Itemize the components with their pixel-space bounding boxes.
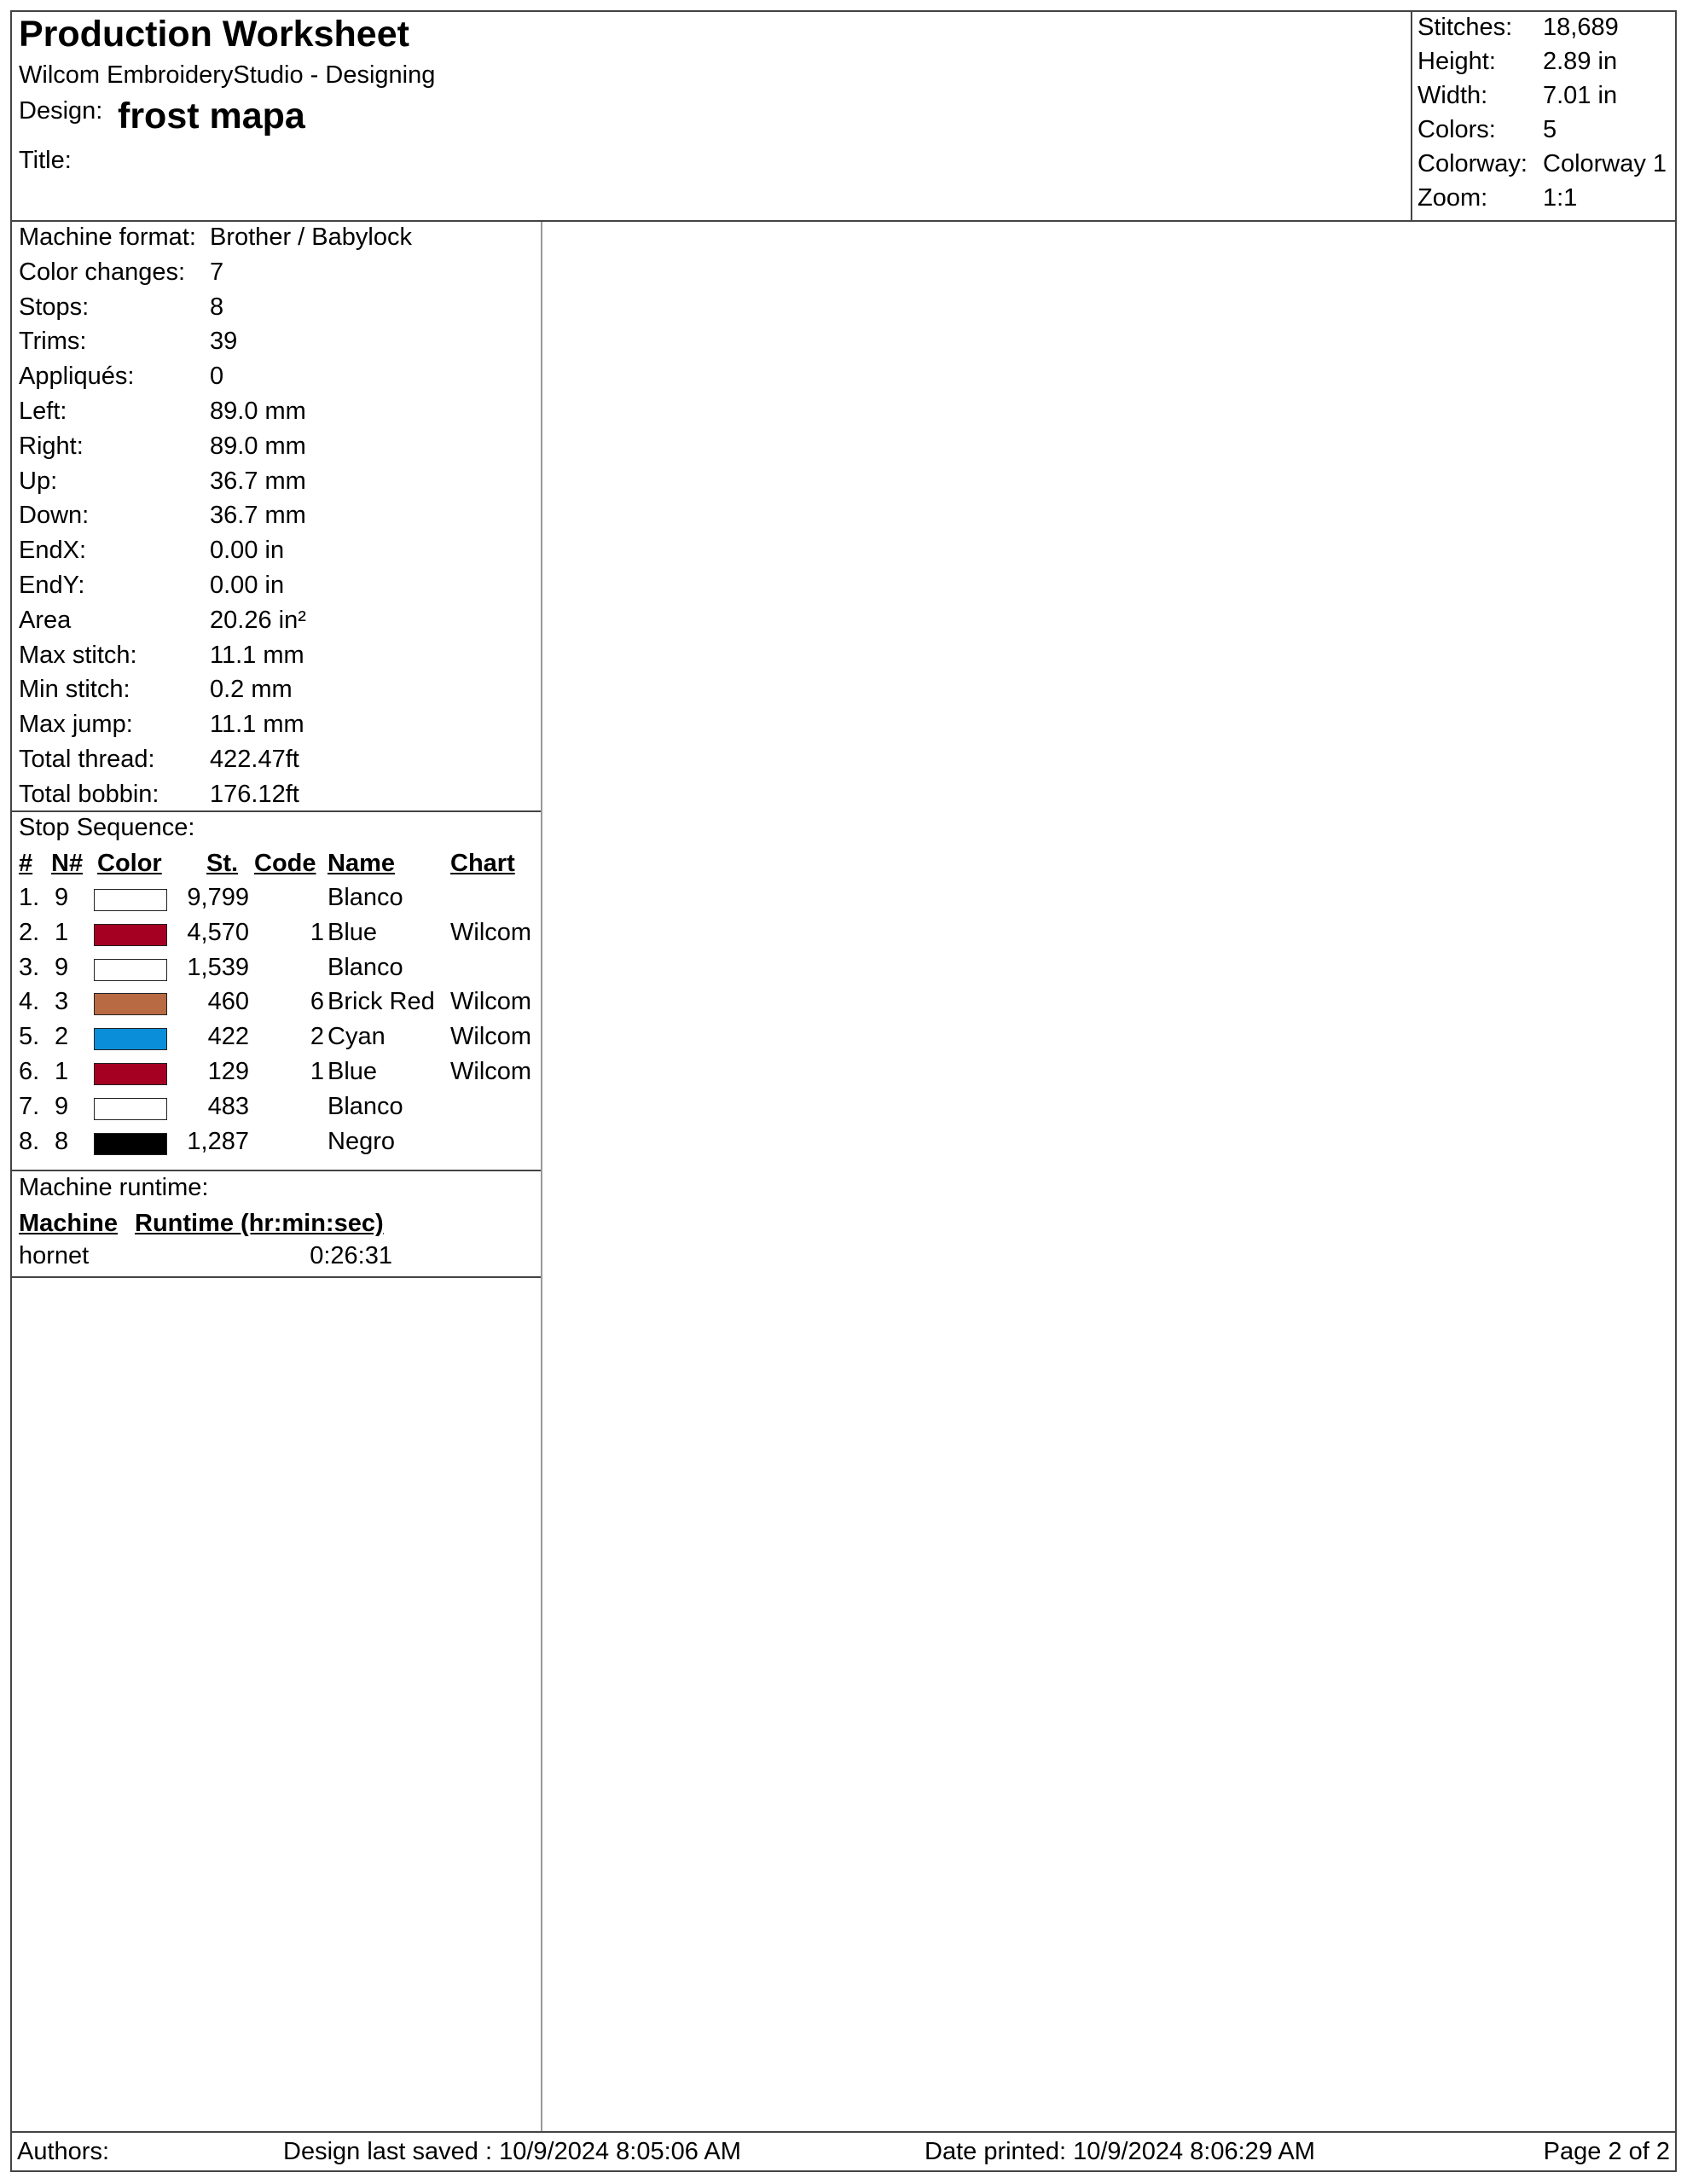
- property-value: 36.7 mm: [210, 502, 306, 530]
- stat-value: 18,689: [1543, 14, 1619, 41]
- stop-chart: Wilcom: [450, 1058, 532, 1085]
- stat-colors: [1412, 116, 1677, 150]
- color-swatch: [94, 993, 167, 1015]
- stat-value: 2.89 in: [1543, 48, 1618, 75]
- worksheet-footer: [12, 2131, 1675, 2172]
- stop-thread-name: Cyan: [328, 1023, 386, 1051]
- stop-thread-name: Blanco: [328, 1092, 403, 1120]
- color-swatch: [94, 889, 167, 911]
- stat-stitches: [1412, 14, 1677, 48]
- section-divider: [12, 1276, 541, 1278]
- col-header-machine: Machine: [19, 1210, 119, 1237]
- property-row: [12, 642, 541, 676]
- stat-label: Colors:: [1417, 116, 1496, 143]
- col-header-color: Color: [97, 850, 162, 877]
- stop-number: 3.: [19, 953, 40, 981]
- worksheet-header: [12, 12, 1675, 222]
- stop-needle: 1: [55, 1058, 69, 1085]
- property-value: 422.47ft: [210, 746, 299, 773]
- stop-stitches: 460: [207, 988, 249, 1016]
- stat-label: Stitches:: [1417, 14, 1513, 41]
- property-label: Left:: [19, 398, 67, 425]
- stop-number: 1.: [19, 884, 40, 911]
- property-label: Down:: [19, 502, 90, 530]
- stop-stitches: 4,570: [187, 918, 249, 946]
- property-row: [12, 328, 541, 362]
- property-label: Total bobbin:: [19, 780, 159, 808]
- stop-thread-name: Brick Red: [328, 988, 435, 1016]
- stat-width: [1412, 82, 1677, 116]
- property-label: Machine format:: [19, 224, 196, 251]
- property-value: 0.2 mm: [210, 676, 293, 704]
- column-divider: [541, 222, 542, 2131]
- color-swatch: [94, 1063, 167, 1085]
- property-row: [12, 711, 541, 745]
- stop-thread-name: Blue: [328, 1058, 378, 1085]
- property-value: 7: [210, 258, 224, 286]
- color-swatch: [94, 924, 167, 946]
- design-stats-panel: [1411, 12, 1677, 220]
- section-divider: [12, 1170, 541, 1171]
- title-label: Title:: [19, 147, 72, 174]
- stop-chart: Wilcom: [450, 988, 532, 1016]
- design-name: frost mapa: [118, 96, 305, 136]
- stop-stitches: 483: [207, 1092, 249, 1120]
- runtime-machine: hornet: [19, 1242, 90, 1269]
- property-value: 89.0 mm: [210, 432, 306, 460]
- property-label: EndY:: [19, 572, 85, 599]
- stat-zoom: [1412, 184, 1677, 218]
- property-row: [12, 224, 541, 258]
- stop-needle: 2: [55, 1023, 69, 1051]
- stat-value: 1:1: [1543, 184, 1578, 212]
- color-swatch: [94, 1133, 167, 1155]
- stop-thread-name: Negro: [328, 1127, 395, 1155]
- stop-needle: 3: [55, 988, 69, 1016]
- stop-thread-name: Blue: [328, 918, 378, 946]
- property-row: [12, 607, 541, 641]
- property-label: Color changes:: [19, 258, 186, 286]
- color-swatch: [94, 959, 167, 981]
- property-label: Up:: [19, 467, 58, 495]
- property-label: Total thread:: [19, 746, 155, 773]
- stop-needle: 9: [55, 1092, 69, 1120]
- stat-label: Width:: [1417, 82, 1488, 109]
- col-header-name: Name: [328, 850, 395, 877]
- property-label: Stops:: [19, 293, 90, 321]
- stat-value: 5: [1543, 116, 1557, 143]
- stop-code: 2: [310, 1023, 324, 1051]
- footer-authors: Authors:: [17, 2138, 109, 2165]
- stop-chart: Wilcom: [450, 918, 532, 946]
- stop-stitches: 1,539: [187, 953, 249, 981]
- property-row: [12, 502, 541, 536]
- property-row: [12, 363, 541, 397]
- property-label: Appliqués:: [19, 363, 135, 391]
- worksheet-page: [10, 10, 1677, 2172]
- stop-number: 2.: [19, 918, 40, 946]
- footer-date-printed: Date printed: 10/9/2024 8:06:29 AM: [925, 2138, 1315, 2165]
- col-header-chart: Chart: [450, 850, 515, 877]
- stop-chart: Wilcom: [450, 1023, 532, 1051]
- property-value: 36.7 mm: [210, 467, 306, 495]
- property-value: 89.0 mm: [210, 398, 306, 425]
- col-header-number: #: [19, 850, 33, 877]
- stop-thread-name: Blanco: [328, 953, 403, 981]
- stop-code: 1: [310, 918, 324, 946]
- runtime-value: 0:26:31: [310, 1242, 392, 1269]
- property-row: [12, 293, 541, 328]
- stop-needle: 9: [55, 884, 69, 911]
- machine-runtime-label: Machine runtime:: [19, 1174, 209, 1201]
- property-row: [12, 537, 541, 571]
- stop-number: 4.: [19, 988, 40, 1016]
- stop-needle: 9: [55, 953, 69, 981]
- stat-colorway: [1412, 150, 1677, 184]
- color-swatch: [94, 1098, 167, 1120]
- property-value: Brother / Babylock: [210, 224, 412, 251]
- stat-label: Height:: [1417, 48, 1496, 75]
- property-row: [12, 746, 541, 780]
- col-header-needle: N#: [51, 850, 84, 877]
- app-name: Wilcom EmbroideryStudio - Designing: [19, 61, 436, 89]
- property-label: EndX:: [19, 537, 86, 565]
- property-value: 0.00 in: [210, 537, 285, 565]
- property-row: [12, 676, 541, 710]
- property-value: 8: [210, 293, 224, 321]
- col-header-code: Code: [254, 850, 316, 877]
- stat-height: [1412, 48, 1677, 82]
- stop-stitches: 9,799: [187, 884, 249, 911]
- stop-stitches: 1,287: [187, 1127, 249, 1155]
- property-value: 20.26 in²: [210, 606, 306, 634]
- property-row: [12, 398, 541, 432]
- stop-number: 8.: [19, 1127, 40, 1155]
- property-label: Area: [19, 606, 72, 634]
- property-value: 39: [210, 328, 238, 356]
- stop-code: 6: [310, 988, 324, 1016]
- property-row: [12, 468, 541, 502]
- property-label: Trims:: [19, 328, 87, 356]
- property-value: 176.12ft: [210, 780, 299, 808]
- col-header-runtime: Runtime (hr:min:sec): [135, 1210, 384, 1237]
- property-value: 0.00 in: [210, 572, 285, 599]
- property-label: Max jump:: [19, 711, 133, 739]
- stat-value: 7.01 in: [1543, 82, 1618, 109]
- color-swatch: [94, 1028, 167, 1050]
- property-value: 11.1 mm: [210, 711, 304, 739]
- property-row: [12, 433, 541, 467]
- design-label: Design:: [19, 97, 103, 125]
- stop-stitches: 129: [207, 1058, 249, 1085]
- stat-label: Colorway:: [1417, 150, 1528, 177]
- property-row: [12, 572, 541, 606]
- property-value: 11.1 mm: [210, 641, 304, 669]
- stop-number: 7.: [19, 1092, 40, 1120]
- property-label: Max stitch:: [19, 641, 137, 669]
- property-row: [12, 781, 541, 815]
- stat-label: Zoom:: [1417, 184, 1488, 212]
- stop-number: 5.: [19, 1023, 40, 1051]
- stop-stitches: 422: [207, 1023, 249, 1051]
- stop-sequence-label: Stop Sequence:: [19, 814, 195, 841]
- stop-number: 6.: [19, 1058, 40, 1085]
- stop-code: 1: [310, 1058, 324, 1085]
- property-label: Right:: [19, 432, 84, 460]
- page-title: Production Worksheet: [19, 14, 409, 55]
- property-value: 0: [210, 363, 224, 391]
- property-label: Min stitch:: [19, 676, 130, 704]
- stop-needle: 1: [55, 918, 69, 946]
- stop-thread-name: Blanco: [328, 884, 403, 911]
- footer-page-number: Page 2 of 2: [1543, 2138, 1670, 2165]
- section-divider: [12, 810, 541, 812]
- col-header-stitches: St.: [206, 850, 239, 877]
- stop-needle: 8: [55, 1127, 69, 1155]
- stat-value: Colorway 1: [1543, 150, 1667, 177]
- property-row: [12, 258, 541, 293]
- footer-last-saved: Design last saved : 10/9/2024 8:05:06 AM: [283, 2138, 741, 2165]
